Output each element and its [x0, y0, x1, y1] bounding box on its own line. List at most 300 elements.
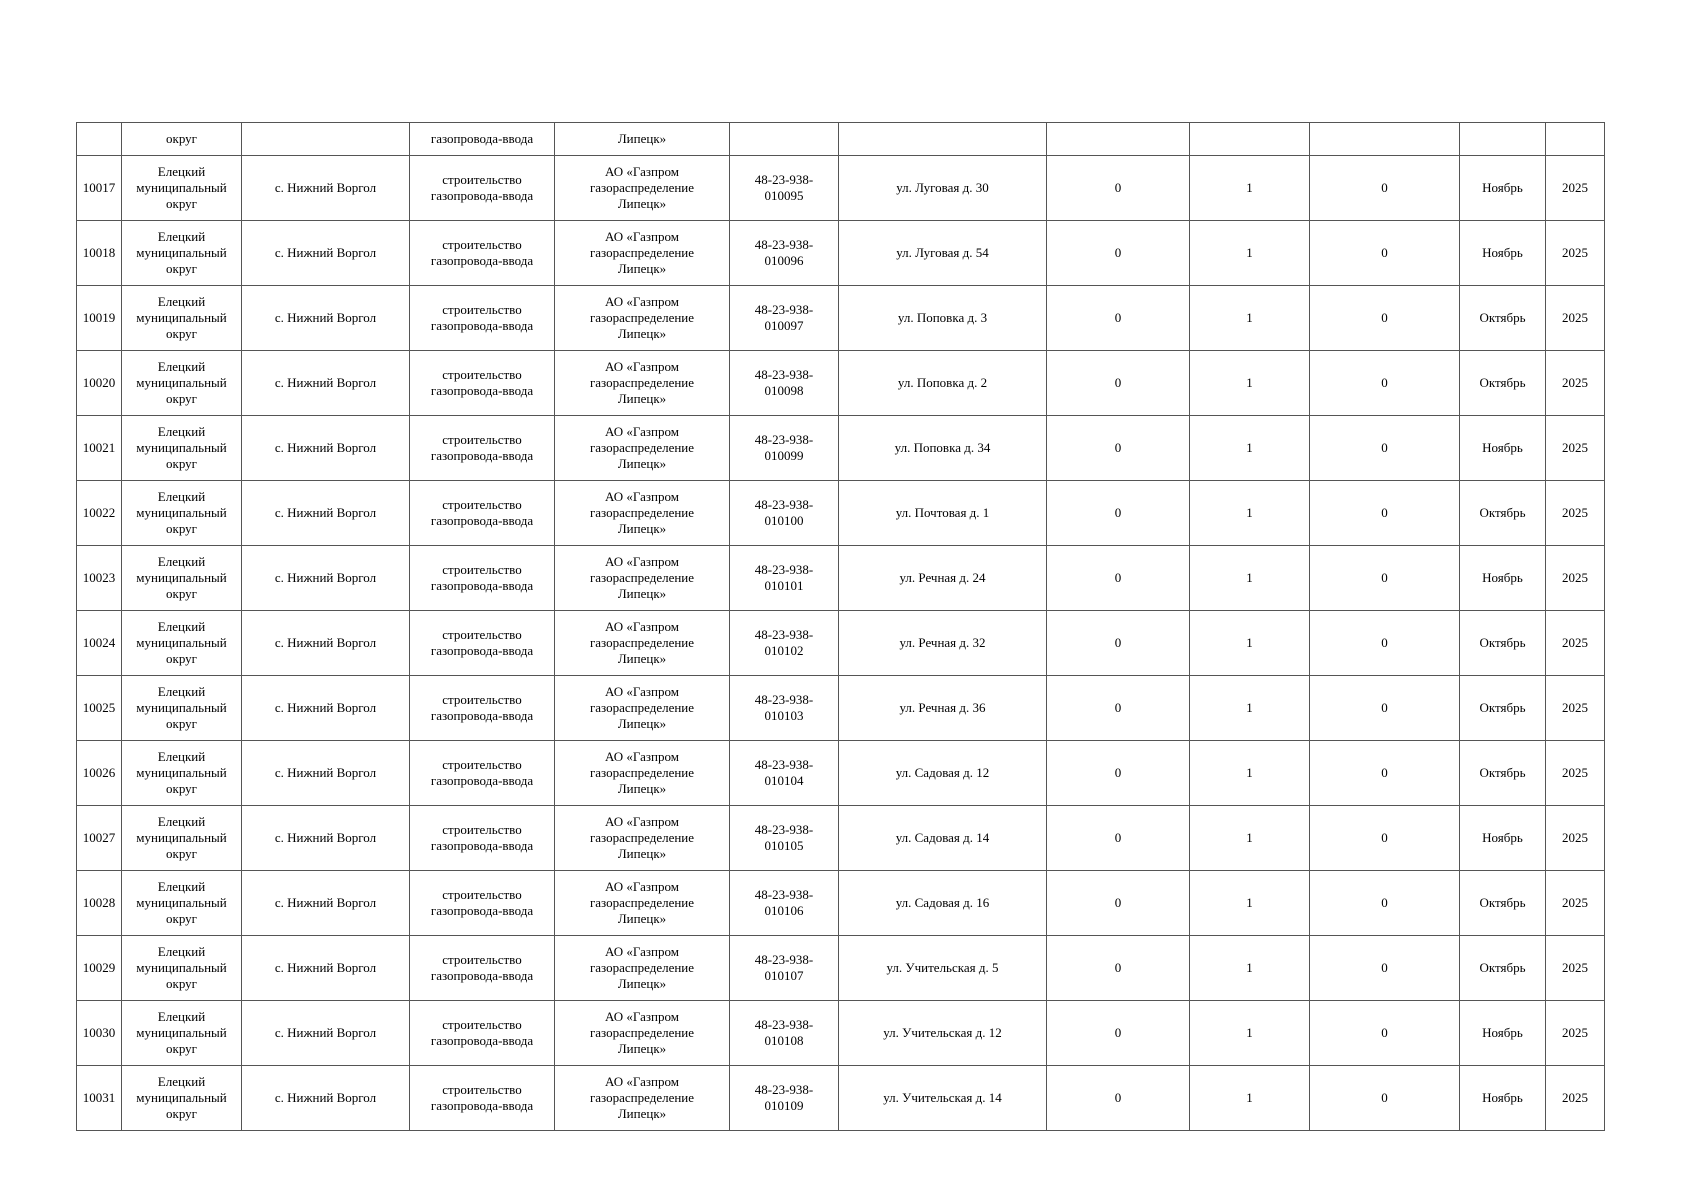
cell-org: [555, 416, 730, 481]
cell-code: [730, 351, 839, 416]
cell-district-line: округ: [166, 196, 197, 211]
cell-org-line: газораспределение: [589, 830, 695, 845]
cell-org-line: АО «Газпром: [605, 489, 679, 504]
cell-district-line: округ: [166, 1106, 197, 1121]
cell-code-line: 48-23-938-: [754, 237, 814, 252]
cell-code: [730, 286, 839, 351]
cell-org-line: Липецк»: [617, 391, 667, 406]
cell-code-line: 010101: [764, 578, 804, 593]
cell-work-line: газопровода-ввода: [430, 838, 534, 853]
cell-v2: 1: [1190, 221, 1310, 286]
cell-v2: 1: [1190, 806, 1310, 871]
cell-org: [555, 806, 730, 871]
cell-org-line: АО «Газпром: [605, 749, 679, 764]
cell-code-line: 48-23-938-: [754, 822, 814, 837]
cell-num: 10028: [77, 871, 122, 936]
cell-year: 2025: [1546, 871, 1605, 936]
cell-org-line: газораспределение: [589, 895, 695, 910]
cell-work: [410, 936, 555, 1001]
cell-code-line: 48-23-938-: [754, 887, 814, 902]
cell-code-line: 010103: [764, 708, 804, 723]
cell-v3: 0: [1310, 1066, 1460, 1131]
cell-v2: 1: [1190, 871, 1310, 936]
cell-district: [122, 676, 242, 741]
cell-org: [555, 481, 730, 546]
cell-v1: 0: [1047, 676, 1190, 741]
cell-code: [730, 416, 839, 481]
cell-place: с. Нижний Воргол: [242, 286, 410, 351]
continuation-row: [77, 123, 1605, 156]
cell-code: [730, 123, 839, 156]
cell-num: 10024: [77, 611, 122, 676]
cell-work-line: газопровода-ввода: [430, 318, 534, 333]
cell-work-line: строительство: [442, 757, 522, 772]
cell-v3: 0: [1310, 286, 1460, 351]
cell-code-line: 48-23-938-: [754, 497, 814, 512]
cell-address: ул. Почтовая д. 1: [839, 481, 1047, 546]
cell-place: с. Нижний Воргол: [242, 741, 410, 806]
cell-v3: 0: [1310, 871, 1460, 936]
cell-district-line: округ: [166, 781, 197, 796]
cell-work-line: строительство: [442, 172, 522, 187]
cell-v3: 0: [1310, 1001, 1460, 1066]
cell-work: [410, 351, 555, 416]
cell-work-line: газопровода-ввода: [430, 578, 534, 593]
cell-code: [730, 1001, 839, 1066]
cell-district-line: Елецкий: [157, 1074, 206, 1089]
cell-district-line: муниципальный: [136, 440, 227, 455]
cell-org-line: Липецк»: [617, 586, 667, 601]
cell-org: [555, 611, 730, 676]
cell-work: [410, 481, 555, 546]
cell-work: [410, 741, 555, 806]
cell-district-line: муниципальный: [136, 830, 227, 845]
cell-district-line: округ: [166, 326, 197, 341]
cell-org-line: газораспределение: [589, 375, 695, 390]
cell-district: [122, 156, 242, 221]
table-row: [77, 936, 1605, 1001]
cell-v3: 0: [1310, 221, 1460, 286]
table-row: [77, 871, 1605, 936]
cell-org: [555, 221, 730, 286]
cell-org: [555, 1066, 730, 1131]
cell-v2: [1190, 123, 1310, 156]
cell-org-line: Липецк»: [617, 651, 667, 666]
cell-org-line: Липецк»: [617, 781, 667, 796]
cell-org-line: АО «Газпром: [605, 294, 679, 309]
cell-org-line: Липецк»: [617, 456, 667, 471]
cell-v2: 1: [1190, 676, 1310, 741]
cell-code-line: 010109: [764, 1098, 804, 1113]
cell-district-line: Елецкий: [157, 619, 206, 634]
cell-district-line: Елецкий: [157, 424, 206, 439]
cell-work: [410, 676, 555, 741]
table-row: [77, 416, 1605, 481]
cell-org-line: АО «Газпром: [605, 229, 679, 244]
cell-year: 2025: [1546, 806, 1605, 871]
cell-place: с. Нижний Воргол: [242, 221, 410, 286]
cell-district: [122, 936, 242, 1001]
cell-code-line: 010095: [764, 188, 804, 203]
cell-v1: 0: [1047, 546, 1190, 611]
cell-org: Липецк»: [555, 123, 730, 156]
cell-work-line: строительство: [442, 952, 522, 967]
cell-work-line: газопровода-ввода: [430, 903, 534, 918]
cell-v1: 0: [1047, 416, 1190, 481]
cell-district-line: Елецкий: [157, 229, 206, 244]
cell-code-line: 48-23-938-: [754, 1017, 814, 1032]
cell-district-line: муниципальный: [136, 505, 227, 520]
cell-v3: [1310, 123, 1460, 156]
cell-org-line: газораспределение: [589, 635, 695, 650]
cell-district-line: округ: [166, 911, 197, 926]
cell-v2: 1: [1190, 416, 1310, 481]
cell-v3: 0: [1310, 936, 1460, 1001]
cell-work: [410, 221, 555, 286]
cell-place: с. Нижний Воргол: [242, 806, 410, 871]
cell-month: Ноябрь: [1460, 156, 1546, 221]
cell-district-line: Елецкий: [157, 749, 206, 764]
cell-num: 10017: [77, 156, 122, 221]
cell-district-line: муниципальный: [136, 700, 227, 715]
cell-work-line: газопровода-ввода: [430, 1098, 534, 1113]
cell-year: 2025: [1546, 351, 1605, 416]
cell-v3: 0: [1310, 156, 1460, 221]
cell-place: с. Нижний Воргол: [242, 546, 410, 611]
cell-district-line: муниципальный: [136, 635, 227, 650]
cell-org-line: Липецк»: [617, 521, 667, 536]
table-body: [77, 123, 1605, 1131]
cell-month: Октябрь: [1460, 611, 1546, 676]
cell-place: с. Нижний Воргол: [242, 1001, 410, 1066]
cell-district-line: муниципальный: [136, 310, 227, 325]
cell-code-line: 010107: [764, 968, 804, 983]
cell-address: ул. Учительская д. 5: [839, 936, 1047, 1001]
cell-district-line: округ: [166, 391, 197, 406]
cell-num: 10019: [77, 286, 122, 351]
cell-v3: 0: [1310, 741, 1460, 806]
cell-v2: 1: [1190, 351, 1310, 416]
cell-org-line: Липецк»: [617, 196, 667, 211]
cell-address: ул. Садовая д. 14: [839, 806, 1047, 871]
cell-address: ул. Поповка д. 2: [839, 351, 1047, 416]
cell-code: [730, 741, 839, 806]
cell-district-line: муниципальный: [136, 765, 227, 780]
cell-code: [730, 871, 839, 936]
cell-work-line: строительство: [442, 1082, 522, 1097]
cell-address: ул. Поповка д. 34: [839, 416, 1047, 481]
cell-org-line: АО «Газпром: [605, 359, 679, 374]
cell-address: [839, 123, 1047, 156]
cell-org-line: газораспределение: [589, 505, 695, 520]
cell-district: [122, 481, 242, 546]
cell-v2: 1: [1190, 546, 1310, 611]
cell-org-line: газораспределение: [589, 245, 695, 260]
table-row: [77, 1001, 1605, 1066]
cell-work-line: строительство: [442, 302, 522, 317]
cell-district: округ: [122, 123, 242, 156]
cell-v3: 0: [1310, 416, 1460, 481]
cell-org-line: АО «Газпром: [605, 684, 679, 699]
cell-code-line: 48-23-938-: [754, 627, 814, 642]
cell-district-line: Елецкий: [157, 944, 206, 959]
cell-code: [730, 806, 839, 871]
cell-code: [730, 546, 839, 611]
cell-month: Октябрь: [1460, 481, 1546, 546]
cell-district-line: муниципальный: [136, 1090, 227, 1105]
cell-code: [730, 1066, 839, 1131]
cell-org-line: АО «Газпром: [605, 814, 679, 829]
cell-year: 2025: [1546, 546, 1605, 611]
cell-district-line: муниципальный: [136, 1025, 227, 1040]
cell-work-line: строительство: [442, 237, 522, 252]
cell-code-line: 010097: [764, 318, 804, 333]
cell-code: [730, 611, 839, 676]
cell-address: ул. Луговая д. 54: [839, 221, 1047, 286]
cell-num: 10027: [77, 806, 122, 871]
cell-district-line: округ: [166, 521, 197, 536]
cell-month: Октябрь: [1460, 936, 1546, 1001]
cell-place: с. Нижний Воргол: [242, 611, 410, 676]
cell-year: 2025: [1546, 156, 1605, 221]
cell-month: Ноябрь: [1460, 546, 1546, 611]
cell-work: [410, 611, 555, 676]
cell-org-line: Липецк»: [617, 846, 667, 861]
cell-district: [122, 806, 242, 871]
cell-place: с. Нижний Воргол: [242, 1066, 410, 1131]
cell-num: 10021: [77, 416, 122, 481]
cell-month: Ноябрь: [1460, 1066, 1546, 1131]
cell-work-line: газопровода-ввода: [430, 708, 534, 723]
cell-v3: 0: [1310, 611, 1460, 676]
cell-code-line: 48-23-938-: [754, 1082, 814, 1097]
cell-num: 10030: [77, 1001, 122, 1066]
cell-org-line: газораспределение: [589, 570, 695, 585]
cell-org-line: АО «Газпром: [605, 619, 679, 634]
cell-v1: 0: [1047, 871, 1190, 936]
cell-place: с. Нижний Воргол: [242, 156, 410, 221]
cell-address: ул. Учительская д. 14: [839, 1066, 1047, 1131]
cell-district: [122, 286, 242, 351]
cell-month: Октябрь: [1460, 871, 1546, 936]
cell-year: 2025: [1546, 481, 1605, 546]
cell-district-line: округ: [166, 261, 197, 276]
cell-district-line: округ: [166, 1041, 197, 1056]
cell-month: Октябрь: [1460, 741, 1546, 806]
cell-work-line: газопровода-ввода: [430, 253, 534, 268]
cell-num: 10031: [77, 1066, 122, 1131]
cell-district-line: округ: [166, 456, 197, 471]
cell-org: [555, 871, 730, 936]
cell-address: ул. Садовая д. 16: [839, 871, 1047, 936]
cell-org-line: Липецк»: [617, 1106, 667, 1121]
cell-district-line: округ: [166, 651, 197, 666]
cell-v3: 0: [1310, 676, 1460, 741]
cell-code-line: 010104: [764, 773, 804, 788]
cell-code: [730, 676, 839, 741]
cell-district-line: Елецкий: [157, 489, 206, 504]
cell-org-line: газораспределение: [589, 310, 695, 325]
cell-num: [77, 123, 122, 156]
cell-district-line: муниципальный: [136, 570, 227, 585]
cell-work-line: газопровода-ввода: [430, 513, 534, 528]
cell-code-line: 010096: [764, 253, 804, 268]
cell-district-line: муниципальный: [136, 245, 227, 260]
cell-org: [555, 286, 730, 351]
cell-org-line: АО «Газпром: [605, 554, 679, 569]
cell-v2: 1: [1190, 481, 1310, 546]
cell-district: [122, 871, 242, 936]
cell-work-line: строительство: [442, 627, 522, 642]
cell-place: с. Нижний Воргол: [242, 351, 410, 416]
cell-district-line: Елецкий: [157, 359, 206, 374]
cell-num: 10025: [77, 676, 122, 741]
gas-connection-table: [76, 122, 1605, 1131]
cell-month: Ноябрь: [1460, 806, 1546, 871]
cell-work-line: газопровода-ввода: [430, 773, 534, 788]
cell-work: [410, 806, 555, 871]
cell-v2: 1: [1190, 936, 1310, 1001]
cell-code-line: 48-23-938-: [754, 562, 814, 577]
cell-code: [730, 156, 839, 221]
cell-month: [1460, 123, 1546, 156]
cell-v1: 0: [1047, 221, 1190, 286]
cell-work-line: строительство: [442, 562, 522, 577]
cell-v1: 0: [1047, 806, 1190, 871]
cell-address: ул. Садовая д. 12: [839, 741, 1047, 806]
cell-org-line: АО «Газпром: [605, 879, 679, 894]
cell-work-line: строительство: [442, 887, 522, 902]
cell-work-line: газопровода-ввода: [430, 188, 534, 203]
cell-district: [122, 351, 242, 416]
cell-code-line: 010108: [764, 1033, 804, 1048]
cell-year: 2025: [1546, 416, 1605, 481]
cell-v2: 1: [1190, 741, 1310, 806]
cell-place: с. Нижний Воргол: [242, 936, 410, 1001]
table-row: [77, 481, 1605, 546]
cell-work-line: газопровода-ввода: [430, 448, 534, 463]
cell-year: 2025: [1546, 286, 1605, 351]
cell-code-line: 010106: [764, 903, 804, 918]
cell-work-line: строительство: [442, 1017, 522, 1032]
cell-district-line: округ: [166, 586, 197, 601]
cell-work-line: строительство: [442, 822, 522, 837]
cell-work-line: строительство: [442, 692, 522, 707]
cell-work: газопровода-ввода: [410, 123, 555, 156]
cell-district: [122, 221, 242, 286]
cell-v3: 0: [1310, 546, 1460, 611]
cell-year: [1546, 123, 1605, 156]
cell-month: Октябрь: [1460, 286, 1546, 351]
cell-code-line: 010105: [764, 838, 804, 853]
cell-year: 2025: [1546, 221, 1605, 286]
cell-org-line: АО «Газпром: [605, 164, 679, 179]
cell-org: [555, 546, 730, 611]
cell-month: Октябрь: [1460, 676, 1546, 741]
cell-org-line: газораспределение: [589, 960, 695, 975]
cell-district-line: муниципальный: [136, 180, 227, 195]
cell-district-line: Елецкий: [157, 164, 206, 179]
cell-month: Октябрь: [1460, 351, 1546, 416]
table-row: [77, 351, 1605, 416]
cell-code-line: 48-23-938-: [754, 302, 814, 317]
cell-place: с. Нижний Воргол: [242, 871, 410, 936]
cell-work: [410, 546, 555, 611]
cell-code: [730, 481, 839, 546]
cell-org-line: Липецк»: [617, 976, 667, 991]
cell-code-line: 48-23-938-: [754, 432, 814, 447]
table-row: [77, 221, 1605, 286]
cell-v1: 0: [1047, 481, 1190, 546]
cell-district: [122, 611, 242, 676]
cell-code-line: 48-23-938-: [754, 367, 814, 382]
cell-code-line: 48-23-938-: [754, 692, 814, 707]
cell-v1: 0: [1047, 156, 1190, 221]
cell-district-line: Елецкий: [157, 554, 206, 569]
cell-v2: 1: [1190, 611, 1310, 676]
cell-place: [242, 123, 410, 156]
cell-num: 10018: [77, 221, 122, 286]
cell-code-line: 010102: [764, 643, 804, 658]
cell-v3: 0: [1310, 806, 1460, 871]
cell-org-line: АО «Газпром: [605, 424, 679, 439]
cell-org: [555, 676, 730, 741]
cell-code-line: 48-23-938-: [754, 952, 814, 967]
cell-district-line: Елецкий: [157, 879, 206, 894]
cell-org-line: газораспределение: [589, 440, 695, 455]
table-row: [77, 156, 1605, 221]
cell-district-line: муниципальный: [136, 375, 227, 390]
cell-org-line: Липецк»: [617, 911, 667, 926]
cell-num: 10026: [77, 741, 122, 806]
cell-address: ул. Луговая д. 30: [839, 156, 1047, 221]
table-row: [77, 286, 1605, 351]
cell-work-line: строительство: [442, 367, 522, 382]
cell-district-line: Елецкий: [157, 1009, 206, 1024]
cell-district: [122, 741, 242, 806]
cell-work: [410, 1066, 555, 1131]
cell-district: [122, 416, 242, 481]
cell-place: с. Нижний Воргол: [242, 676, 410, 741]
cell-v1: 0: [1047, 936, 1190, 1001]
cell-org: [555, 936, 730, 1001]
cell-v1: 0: [1047, 611, 1190, 676]
cell-v3: 0: [1310, 351, 1460, 416]
cell-work: [410, 1001, 555, 1066]
cell-code: [730, 221, 839, 286]
table-row: [77, 806, 1605, 871]
table-row: [77, 611, 1605, 676]
cell-work-line: газопровода-ввода: [430, 643, 534, 658]
cell-year: 2025: [1546, 741, 1605, 806]
cell-month: Ноябрь: [1460, 221, 1546, 286]
cell-org-line: Липецк»: [617, 326, 667, 341]
cell-district: [122, 1066, 242, 1131]
table-row: [77, 546, 1605, 611]
cell-address: ул. Речная д. 32: [839, 611, 1047, 676]
cell-org-line: газораспределение: [589, 1090, 695, 1105]
cell-org-line: газораспределение: [589, 700, 695, 715]
cell-year: 2025: [1546, 1001, 1605, 1066]
cell-district-line: округ: [166, 716, 197, 731]
cell-district-line: муниципальный: [136, 960, 227, 975]
cell-district-line: муниципальный: [136, 895, 227, 910]
cell-v1: 0: [1047, 286, 1190, 351]
cell-org: [555, 351, 730, 416]
cell-code: [730, 936, 839, 1001]
cell-address: ул. Поповка д. 3: [839, 286, 1047, 351]
table-row: [77, 676, 1605, 741]
